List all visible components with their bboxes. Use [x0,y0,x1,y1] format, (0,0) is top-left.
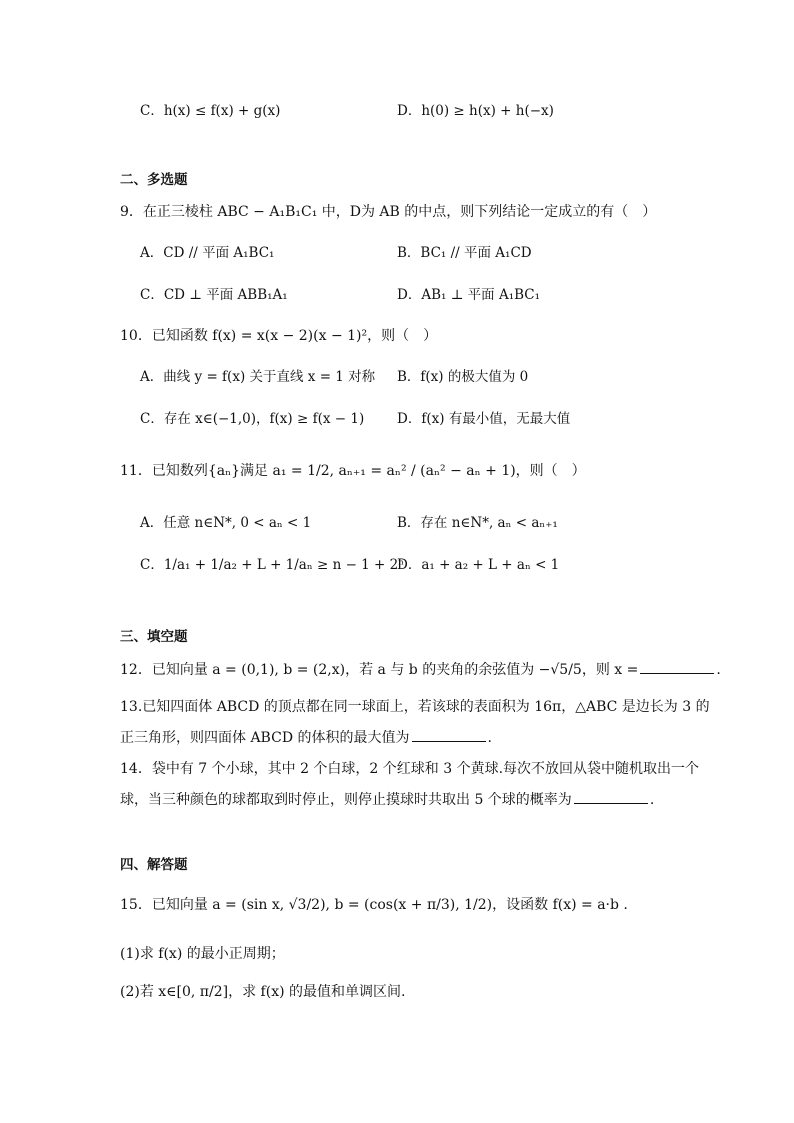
q9-stem: 9．在正三棱柱 ABC − A₁B₁C₁ 中，D为 AB 的中点，则下列结论一定成立的有（ ） [120,204,657,220]
q9-option-a: A．CD // 平面 A₁BC₁ [140,245,275,261]
q15-stem: 15．已知向量 a = (sin x, √3/2), b = (cos(x + π/3), 1/2)，设函数 f(x) = a·b . [120,897,628,913]
q12-end: . [716,662,721,678]
q8-option-d: D．h(0) ≥ h(x) + h(−x) [397,103,554,119]
q11-option-a: A．任意 n∈N*, 0 < aₙ < 1 [140,515,312,531]
q15-part1: (1)求 f(x) 的最小正周期； [120,946,285,962]
q10-option-a: A．曲线 y = f(x) 关于直线 x = 1 对称 [140,369,376,385]
q9-option-c: C．CD ⊥ 平面 ABB₁A₁ [140,287,288,303]
section-fill-in-title: 三、填空题 [120,629,188,645]
q14-answer-blank [574,789,648,804]
q9-option-b: B．BC₁ // 平面 A₁CD [397,245,532,261]
q11-stem: 11．已知数列{aₙ}满足 a₁ = 1/2, aₙ₊₁ = aₙ² / (aₙ² − aₙ + 1)，则（ ） [120,463,586,479]
q13-line2 [120,727,492,748]
q13-end: . [487,730,492,746]
q15-part2: (2)若 x∈[0, π/2]，求 f(x) 的最值和单调区间. [120,984,406,1000]
q14-text: 球，当三种颜色的球都取到时停止，则停止摸球时共取出 5 个球的概率为 [120,792,572,808]
section-multiple-choice-title: 二、多选题 [120,172,188,188]
q13-line1: 13.已知四面体 ABCD 的顶点都在同一球面上，若该球的表面积为 16π，△ABC 是边长为 3 的 [120,699,710,715]
q11-option-b: B．存在 n∈N*, aₙ < aₙ₊₁ [397,515,558,531]
q10-option-b: B．f(x) 的极大值为 0 [397,369,529,385]
q13-text: 正三角形，则四面体 ABCD 的体积的最大值为 [120,730,410,746]
q10-option-c: C．存在 x∈(−1,0)，f(x) ≥ f(x − 1) [140,411,365,427]
q12-line [120,659,721,680]
q11-option-c: C．1/a₁ + 1/a₂ + L + 1/aₙ ≥ n − 1 + 2ⁿ [140,557,405,573]
q10-option-d: D．f(x) 有最小值，无最大值 [397,411,571,427]
q14-line1: 14．袋中有 7 个小球，其中 2 个白球，2 个红球和 3 个黄球.每次不放回从袋中随机取出一个 [120,761,700,777]
q8-option-c: C．h(x) ≤ f(x) + g(x) [140,103,281,119]
q14-end: . [649,792,655,808]
q13-answer-blank [412,727,486,742]
q12-text: 12．已知向量 a = (0,1), b = (2,x)，若 a 与 b 的夹角的余弦值为 −√5/5，则 x = [120,662,639,678]
q11-option-d: D．a₁ + a₂ + L + aₙ < 1 [397,557,560,573]
q10-stem: 10．已知函数 f(x) = x(x − 2)(x − 1)²，则（ ） [120,328,438,344]
q14-line2 [120,789,654,810]
q12-answer-blank [640,659,714,674]
section-solution-title: 四、解答题 [120,857,188,873]
q9-option-d: D．AB₁ ⊥ 平面 A₁BC₁ [397,287,541,303]
